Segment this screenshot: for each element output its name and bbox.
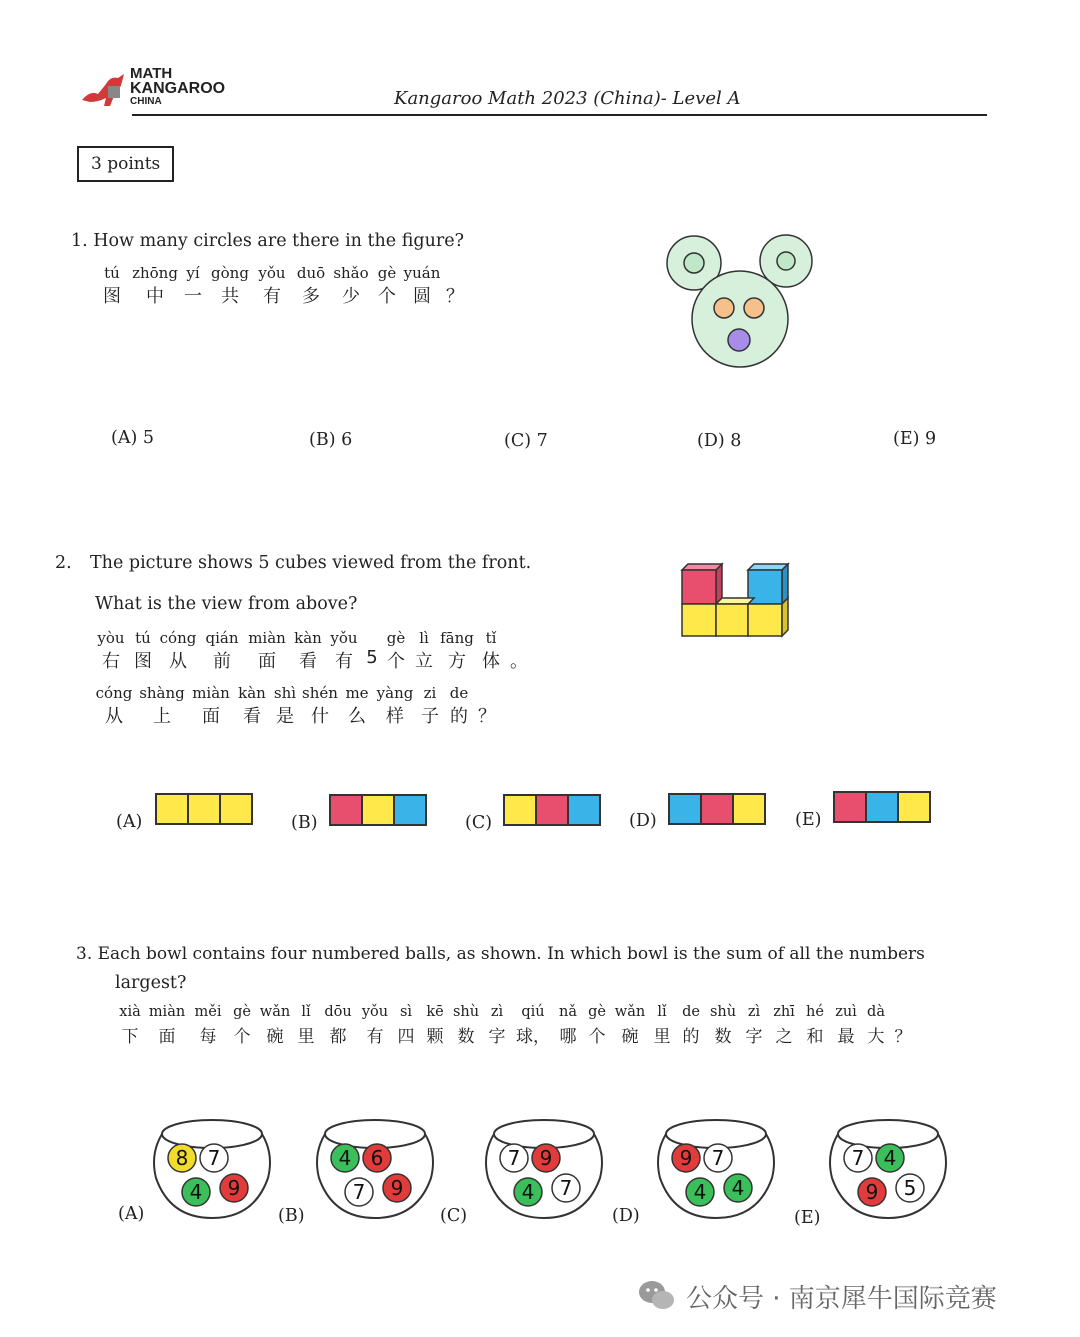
hanzi: 共 [221, 286, 239, 307]
q2-option-e-label[interactable]: (E) [795, 810, 822, 830]
hanzi: 个 [588, 1027, 606, 1047]
py: de [449, 684, 469, 702]
py: lǐ [301, 1004, 311, 1020]
strip-cell [867, 793, 899, 821]
py: shàng [139, 684, 185, 702]
q1-option-e[interactable]: (E) 9 [893, 429, 937, 449]
py: gè [377, 264, 397, 282]
orange-eye-circle [714, 298, 734, 318]
bowl-d[interactable] [652, 1114, 782, 1224]
purple-mouth-circle [728, 329, 750, 351]
py: miàn [248, 629, 286, 647]
py: xià [119, 1004, 141, 1020]
hanzi: 少 [342, 286, 360, 307]
py: shì [273, 684, 297, 702]
q3-option-a-label[interactable]: (A) [118, 1204, 145, 1224]
ball-number: 4 [883, 1146, 897, 1170]
hanzi: 子 [421, 706, 439, 727]
py: qiú [521, 1004, 545, 1020]
hanzi: 的 [450, 706, 468, 727]
strip-cell [221, 795, 251, 823]
hanzi: 。 [510, 651, 528, 672]
logo-line-china: CHINA [130, 96, 162, 107]
hanzi: 碗 [266, 1027, 284, 1047]
hanzi: 多 [302, 286, 320, 307]
py: gè [588, 1004, 606, 1020]
hanzi: 球， [516, 1027, 550, 1047]
hanzi: 从 [105, 706, 123, 727]
py: tú [135, 629, 151, 647]
page-title: Kangaroo Math 2023 (China)- Level A [394, 88, 741, 109]
q2-option-e-strip[interactable] [833, 791, 931, 823]
ball-number: 8 [175, 1146, 189, 1170]
hanzi: 前 [213, 651, 231, 672]
py: shǎo [333, 264, 369, 282]
hanzi: 下 [121, 1027, 139, 1047]
q3-pinyin [114, 1004, 890, 1020]
bowl-e[interactable] [824, 1114, 954, 1224]
py: nǎ [559, 1004, 577, 1020]
strip-cell [670, 795, 702, 823]
header-rule [132, 114, 987, 116]
ball-number: 6 [370, 1146, 384, 1170]
py: hé [806, 1004, 824, 1020]
q3-text2: largest? [115, 973, 187, 993]
hanzi: 体 [482, 651, 500, 672]
py: shù [709, 1004, 737, 1020]
strip-cell [899, 793, 929, 821]
bowl-a[interactable] [148, 1114, 278, 1224]
py: gè [386, 629, 406, 647]
q1-option-d[interactable]: (D) 8 [697, 431, 742, 451]
ball-number: 4 [693, 1180, 707, 1204]
bowl-c[interactable] [480, 1114, 610, 1224]
hanzi: 圆 [413, 286, 431, 307]
py: duō [296, 264, 326, 282]
hanzi: 面 [158, 1027, 176, 1047]
q1-hanzi [92, 282, 468, 308]
py: zuì [835, 1004, 857, 1020]
hanzi: 每 [199, 1027, 217, 1047]
hanzi: 方 [448, 651, 466, 672]
q2-pinyin1 [92, 629, 506, 647]
ball-number: 9 [865, 1180, 879, 1204]
ball-number: 7 [559, 1176, 573, 1200]
hanzi: 数 [714, 1027, 732, 1047]
q3-option-d-label[interactable]: (D) [612, 1206, 640, 1226]
py: tú [104, 264, 120, 282]
py: gòng [211, 264, 249, 282]
strip-cell [734, 795, 764, 823]
q2-hanzi1 [92, 647, 532, 673]
hanzi: 个 [378, 286, 396, 307]
hanzi: 之 [775, 1027, 793, 1047]
watermark-text: 公众号 · 南京犀牛国际竞赛 [686, 1284, 997, 1314]
hanzi: 有 [335, 651, 353, 672]
hanzi: 最 [837, 1027, 855, 1047]
kangaroo-logo-icon [80, 66, 128, 108]
strip-cell [537, 796, 569, 824]
hanzi: 图 [103, 286, 121, 307]
py: fāng [440, 629, 474, 647]
hanzi: 面 [202, 706, 220, 727]
q3-option-c-label[interactable]: (C) [440, 1206, 468, 1226]
mouse-circles-figure [660, 232, 820, 372]
hanzi: 个 [387, 651, 405, 672]
q3-text1: 3. Each bowl contains four numbered balls, as shown. In which bowl is the sum of all the numbers [76, 944, 925, 964]
hanzi: 颗 [426, 1027, 444, 1047]
right-eye-inner-circle [777, 252, 795, 270]
hanzi: 从 [169, 651, 187, 672]
hanzi: 的 [682, 1027, 700, 1047]
face-circle [692, 271, 788, 367]
ball-number: 9 [539, 1146, 553, 1170]
q2-option-c-strip[interactable] [503, 794, 601, 826]
py: zhī [773, 1004, 795, 1020]
hanzi: 个 [233, 1027, 251, 1047]
hanzi: 样 [386, 706, 404, 727]
q2-option-a-label[interactable]: (A) [116, 812, 143, 832]
hanzi: 有 [366, 1027, 384, 1047]
py: yàng [376, 684, 414, 702]
ball-number: 7 [507, 1146, 521, 1170]
hanzi: 中 [146, 286, 164, 307]
hanzi: 右 [102, 651, 120, 672]
hanzi: 5 [366, 647, 378, 668]
hanzi: ？ [478, 706, 496, 727]
py: cóng [95, 684, 133, 702]
py: gè [233, 1004, 251, 1020]
py: yǒu [361, 1004, 389, 1020]
ball-number: 7 [207, 1146, 221, 1170]
py: shén [302, 684, 338, 702]
hanzi: 上 [153, 706, 171, 727]
hanzi: 有 [263, 286, 281, 307]
ball-number: 4 [189, 1180, 203, 1204]
q1-option-a[interactable]: (A) 5 [111, 428, 154, 448]
q2-option-c-label[interactable]: (C) [465, 813, 493, 833]
hanzi: 碗 [621, 1027, 639, 1047]
py: yí [186, 264, 200, 282]
hanzi: 看 [299, 651, 317, 672]
hanzi: 里 [653, 1027, 671, 1047]
orange-eye-circle [744, 298, 764, 318]
ball-number: 7 [352, 1180, 366, 1204]
hanzi: 什 [311, 706, 329, 727]
hanzi: 和 [806, 1027, 824, 1047]
py: wǎn [259, 1004, 291, 1020]
ball-number: 9 [390, 1176, 404, 1200]
strip-cell [569, 796, 599, 824]
py: dà [867, 1004, 885, 1020]
hanzi: 是 [276, 706, 294, 727]
py: lì [419, 629, 429, 647]
py: shù [452, 1004, 480, 1020]
q3-option-e-label[interactable]: (E) [794, 1208, 821, 1228]
q1-option-c[interactable]: (C) 7 [504, 431, 548, 451]
py: dōu [324, 1004, 352, 1020]
strip-cell [331, 796, 363, 824]
ball-number: 7 [711, 1146, 725, 1170]
points-box: 3 points [77, 146, 174, 182]
q2-text2: What is the view from above? [95, 594, 358, 614]
ball-number: 9 [227, 1176, 241, 1200]
hanzi: 看 [243, 706, 261, 727]
strip-cell [505, 796, 537, 824]
ball-number: 9 [679, 1146, 693, 1170]
strip-cell [189, 795, 221, 823]
q3-hanzi [114, 1022, 916, 1047]
strip-cell [157, 795, 189, 823]
q2-option-d-strip[interactable] [668, 793, 766, 825]
q2-option-b-strip[interactable] [329, 794, 427, 826]
q2-option-a-strip[interactable] [155, 793, 253, 825]
q2-option-d-label[interactable]: (D) [629, 811, 657, 831]
ball-number: 5 [903, 1176, 917, 1200]
ball-number: 7 [851, 1146, 865, 1170]
ball-number: 4 [521, 1180, 535, 1204]
py: miàn [148, 1004, 186, 1020]
hanzi: 数 [457, 1027, 475, 1047]
py: zi [423, 684, 437, 702]
hanzi: 字 [488, 1027, 506, 1047]
py: kàn [294, 629, 322, 647]
q2-option-b-label[interactable]: (B) [291, 813, 318, 833]
py: kē [426, 1004, 444, 1020]
left-eye-inner-circle [684, 253, 704, 273]
py: měi [194, 1004, 222, 1020]
py: de [682, 1004, 700, 1020]
cubes-front-view-figure [676, 560, 792, 640]
py: cóng [159, 629, 197, 647]
py: miàn [192, 684, 230, 702]
hanzi: 都 [329, 1027, 347, 1047]
py: sì [399, 1004, 413, 1020]
q2-hanzi2 [92, 702, 500, 728]
hanzi: 一 [184, 286, 202, 307]
hanzi: 大 [867, 1027, 885, 1047]
hanzi: 里 [297, 1027, 315, 1047]
py: zhōng [132, 264, 178, 282]
hanzi: 么 [348, 706, 366, 727]
hanzi: 立 [415, 651, 433, 672]
hanzi: 图 [134, 651, 152, 672]
q1-option-b[interactable]: (B) 6 [309, 430, 353, 450]
py [362, 629, 382, 647]
logo-line-kangaroo: KANGAROO [130, 80, 226, 97]
logo-line-math: MATH [130, 65, 173, 82]
ball-number: 4 [338, 1146, 352, 1170]
py: zì [490, 1004, 504, 1020]
py: lǐ [657, 1004, 667, 1020]
py: qián [205, 629, 239, 647]
py: yòu [97, 629, 125, 647]
hanzi: ？ [894, 1027, 912, 1047]
py: kàn [238, 684, 266, 702]
strip-cell [363, 796, 395, 824]
py: yuán [403, 264, 441, 282]
py: yǒu [330, 629, 358, 647]
py: zì [747, 1004, 761, 1020]
hanzi: 哪 [559, 1027, 577, 1047]
hanzi: 字 [745, 1027, 763, 1047]
strip-cell [702, 795, 734, 823]
py: yǒu [258, 264, 286, 282]
q3-option-b-label[interactable]: (B) [278, 1206, 305, 1226]
hanzi: 四 [397, 1027, 415, 1047]
py: me [345, 684, 369, 702]
strip-cell [835, 793, 867, 821]
py: wǎn [614, 1004, 646, 1020]
hanzi: 面 [258, 651, 276, 672]
py: tǐ [485, 629, 497, 647]
ball-number: 4 [731, 1176, 745, 1200]
strip-cell [395, 796, 425, 824]
bowl-b[interactable] [311, 1114, 441, 1224]
q1-text: 1. How many circles are there in the figure? [71, 231, 464, 251]
wechat-icon [637, 1278, 677, 1312]
logo [80, 65, 226, 108]
q1-pinyin [92, 264, 442, 282]
q2-pinyin2 [92, 684, 474, 702]
q2-text1: The picture shows 5 cubes viewed from the front. [90, 553, 532, 573]
q2-number: 2. [55, 553, 72, 573]
hanzi: ？ [446, 286, 464, 307]
